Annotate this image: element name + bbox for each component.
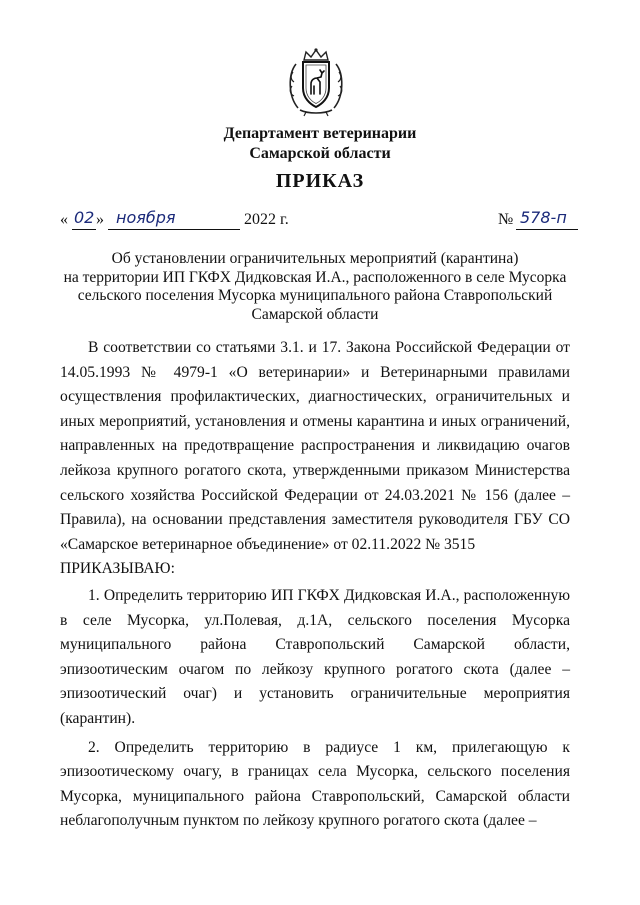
subject-line1: Об установлении ограничительных мероприятий (карантина) [111,250,519,267]
date-month: ноября [116,208,176,227]
date-close-quote: » [96,211,104,228]
subject-line4: Самарской области [251,305,379,323]
preamble-paragraph: В соответствии со статьями 3.1. и 17. Закона Российской Федерации от 14.05.1993 № 4979-1 «О ветеринарии» и Ветеринарными правилами осуществления профилактических, диагностических, ограничительных и иных мероприятий, установления и отмены карантина и иных ограничений, направленных на предотвращение распространения и ликвидацию очагов лейкоза крупного рогатого скота, утвержденными приказом Министерства сельского хозяйства Российской Федерации от 24.03.2021 № 156 (далее – Правила), на основании представления заместителя руководителя ГБУ СО «Самарское ветеринарное объединение» от 02.11.2022 № 3515 [60,339,570,553]
date-year: 2022 г. [244,211,289,228]
orders-word: ПРИКАЗЫВАЮ: [60,560,175,578]
clause-1-paragraph: 1. Определить территорию ИП ГКФХ Дидковская И.А., расположенную в селе Мусорка, ул.Полевая, д.1А, сельского поселения Мусорка муниципального района Ставропольский Самарской области, эпизоотическим очагом по лейкозу крупного рогатого скота (далее – эпизоотический очаг) и установить ограничительные мероприятия (карантин). [60,586,570,727]
date-day: 02 [74,208,95,227]
clause-2-paragraph: 2. Определить территорию в радиусе 1 км, прилегающую к эпизоотическому очагу, в границах села Мусорка, сельского поселения Мусорка, муниципального района Ставропольский, Самарской области неблагополучным пунктом по лейкозу крупного рогатого скота (далее – [60,738,570,830]
department-name-line1: Департамент ветеринарии [223,125,417,142]
date-number-line [60,205,580,235]
number-underline [516,229,578,230]
department-name-line2: Самарской области [249,145,391,162]
order-number: 578-п [520,208,567,227]
day-underline [72,229,96,230]
date-open-quote: « [60,211,68,228]
order-title: ПРИКАЗ [275,170,365,192]
month-underline [108,229,240,230]
number-sign: № [498,211,514,228]
coat-of-arms-icon [284,46,348,118]
order-body [60,336,570,834]
order-subject [60,250,570,324]
subject-line3: сельского поселения Мусорка муниципального района Ставропольский [77,287,553,304]
subject-line2: на территории ИП ГКФХ Дидковская И.А., расположенного в селе Мусорка [63,268,567,286]
